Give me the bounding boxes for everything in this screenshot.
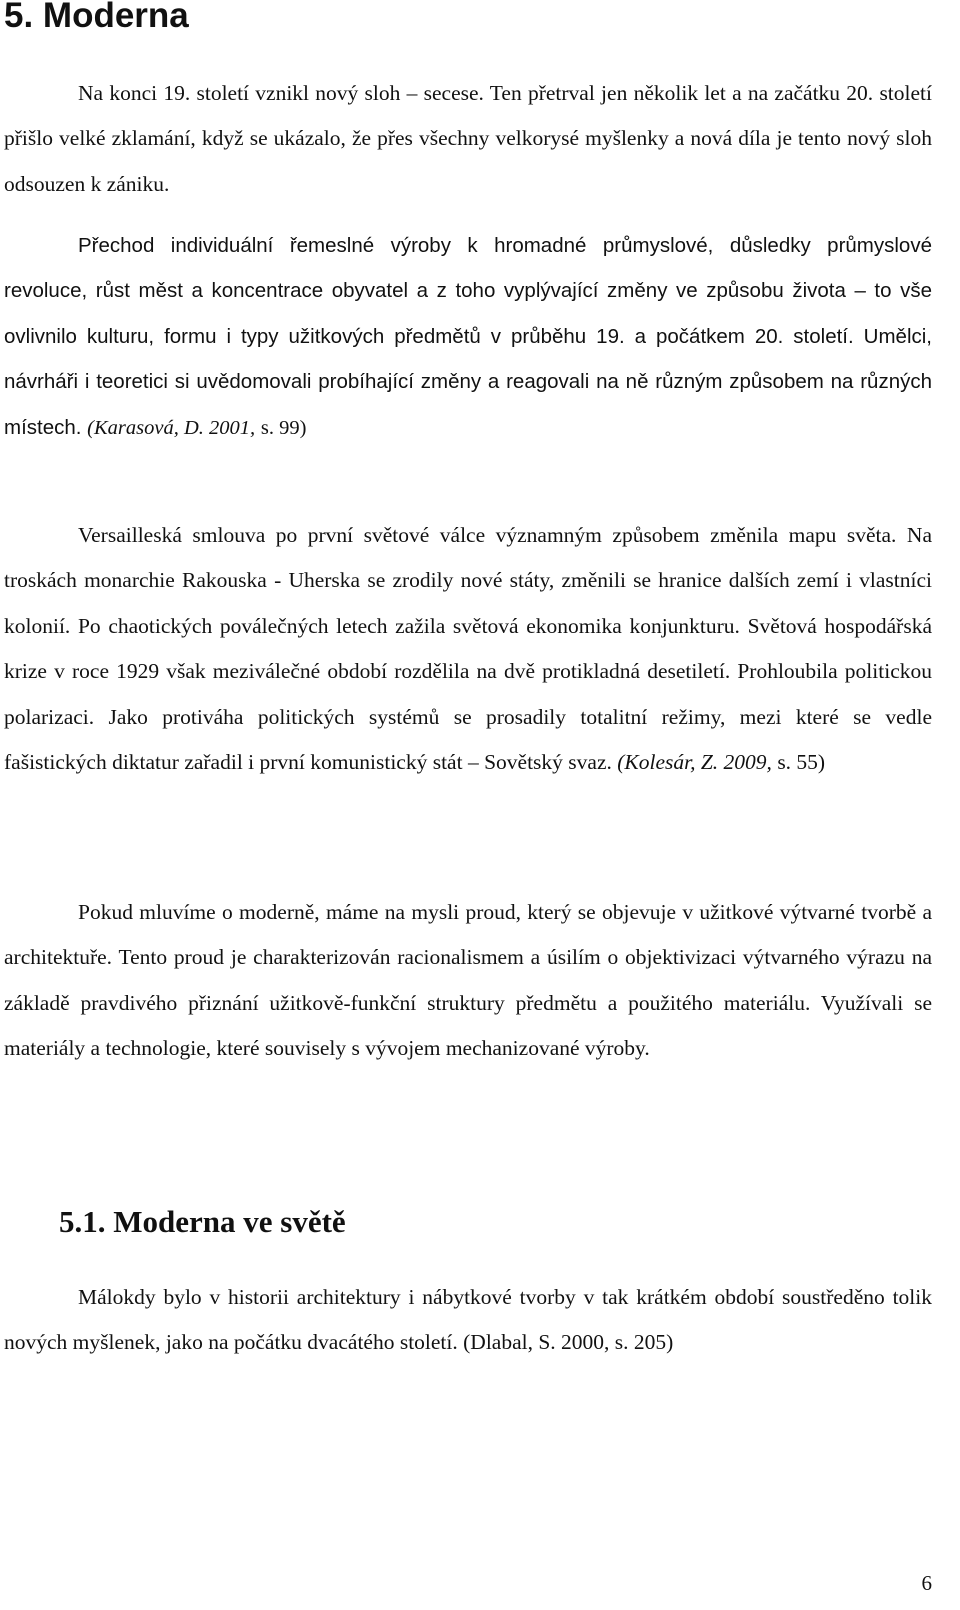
citation-author-year: (Kolesár, Z. 2009, xyxy=(617,750,772,775)
paragraph-industrial-change xyxy=(4,223,932,451)
paragraph-world-modernism: Málokdy bylo v historii architektury i nábytkové tvorby v tak krátkém období soustředěno tolik nových myšlenek, jako na počátku dvacátého století. (Dlabal, S. 2000, s. 205) xyxy=(4,1285,932,1355)
paragraph-text: Versailleská smlouva po první světové válce významným způsobem změnila mapu světa. Na troskách monarchie Rakouska - Uherska se zrodily nové státy, změnili se hranice dalších zemí i vlastníci kolonií. Po chaotických poválečných letech zažila světová ekonomika konjunkturu. Světová hospodářská krize v roce 1929 však meziválečné období rozdělila na dvě protikladná desetiletí. Prohloubila politickou polarizaci. Jako protiváha politických systémů se prosadily totalitní režimy, mezi které se vedle fašistických diktatur zařadil i první komunistický stát – Sovětský svaz. xyxy=(4,523,932,775)
section-heading: 5.1. Moderna ve světě xyxy=(59,1204,346,1239)
citation-author-year: (Karasová, D. 2001, xyxy=(87,416,256,439)
paragraph-text: Přechod individuální řemeslné výroby k hromadné průmyslové, důsledky průmyslové revoluce, růst měst a koncentrace obyvatel a z toho vyplývající změny ve způsobu života – to vše ovlivnilo kulturu, formu i typy užitkových předmětů v průběhu 19. a počátkem 20. století. Umělci, návrháři i teoretici si uvědomovali probíhající změny a reagovali na ně různým způsobem na různých místech. xyxy=(4,234,932,439)
page-number: 6 xyxy=(921,1571,932,1595)
paragraph-intro: Na konci 19. století vznikl nový sloh – secese. Ten přetrval jen několik let a na začátku 20. století přišlo velké zklamání, když se ukázalo, že přes všechny velkorysé myšlenky a nová díla je tento nový sloh odsouzen k zániku. xyxy=(4,81,932,196)
citation-page: s. 99) xyxy=(260,416,307,439)
paragraph-versailles xyxy=(4,513,932,785)
paragraph-modernism-definition: Pokud mluvíme o moderně, máme na mysli proud, který se objevuje v užitkové výtvarné tvorbě a architektuře. Tento proud je charakterizován racionalismem a úsilím o objektivizaci výtvarného výrazu na základě pravdivého přiznání užitkově-funkční struktury předmětu a použitého materiálu. Využívali se materiály a technologie, které souvisely s vývojem mechanizované výroby. xyxy=(4,900,932,1061)
chapter-heading: 5. Moderna xyxy=(4,0,189,35)
citation-page: s. 55) xyxy=(777,750,826,775)
